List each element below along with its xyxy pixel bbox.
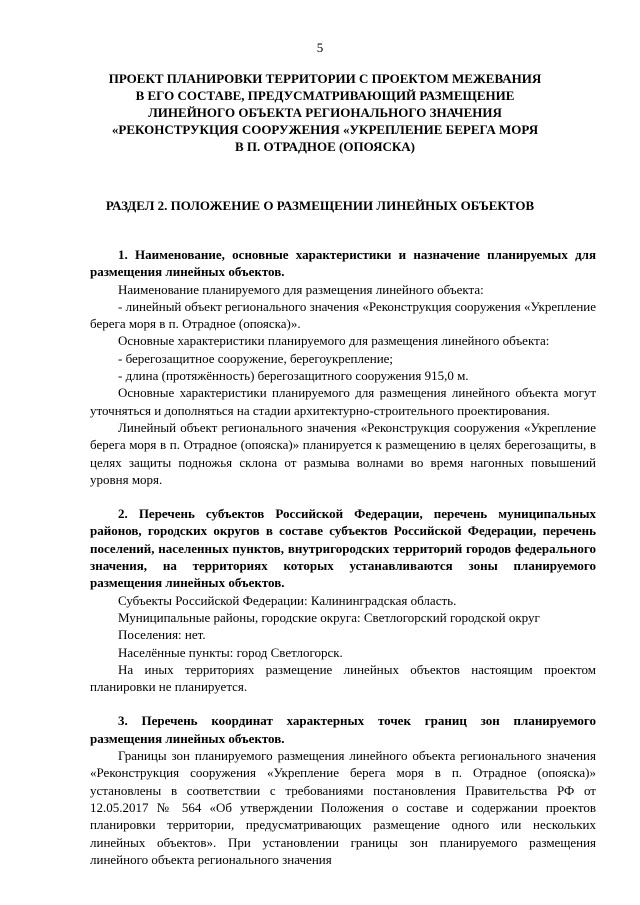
heading-s2: 2. Перечень субъектов Российской Федерации, перечень муниципальных районов, городских округов в составе субъектов Российской Федерации, перечень поселений, населенных пунктов, внутригородских территорий городов федерального значения, на территориях которых устанавливаются зоны планируемого размещения линейных объектов. xyxy=(90,506,596,591)
heading-s3: 3. Перечень координат характерных точек границ зон планируемого размещения линейных объектов. xyxy=(90,713,596,746)
paragraph: - длина (протяжённость) берегозащитного сооружения 915,0 м. xyxy=(118,368,469,384)
section-title: РАЗДЕЛ 2. ПОЛОЖЕНИЕ О РАЗМЕЩЕНИИ ЛИНЕЙНЫХ ОБЪЕКТОВ xyxy=(105,198,535,213)
paragraph: Наименование планируемого для размещения линейного объекта: xyxy=(118,281,484,297)
paragraph: - берегозащитное сооружение, берегоукрепление; xyxy=(118,350,394,366)
paragraph: Основные характеристики планируемого для размещения линейного объекта: xyxy=(118,333,550,349)
paragraph: На иных территориях размещение линейных объектов настоящим проектом планировки не планируется. xyxy=(90,661,596,695)
paragraph: - линейный объект регионального значения «Реконструкция сооружения «Укрепление берега моря в п. Отрадное (опояска)». xyxy=(90,298,596,332)
paragraph: Границы зон планируемого размещения линейного объекта регионального значения «Реконструкция сооружения «Укрепление берега моря в п. Отрадное (опояска)» установлены в соответствии с требованиями постановления Правительства РФ от 12.05.2017 № 564 «Об утверждении Положения о составе и содержании проектов планировки территории, предусматривающих размещение одного или нескольких линейных объектов». При установлении границы зон планируемого размещения линейного объекта регионального значения xyxy=(90,748,596,867)
document-body xyxy=(90,246,596,868)
paragraph: Поселения: нет. xyxy=(118,627,206,643)
paragraph: Субъекты Российской Федерации: Калининградская область. xyxy=(118,592,457,608)
page-number: 5 xyxy=(316,40,324,55)
paragraph: Линейный объект регионального значения «Реконструкция сооружения «Укрепление берега моря в п. Отрадное (опояска)» планируется к размещению в целях берегозащиты, в целях защиты подножья склона от размыва волнами во время нагонных повышений уровня моря. xyxy=(90,419,596,487)
paragraph: Населённые пункты: город Светлогорск. xyxy=(118,644,343,660)
title-line: В ЕГО СОСТАВЕ, ПРЕДУСМАТРИВАЮЩИЙ РАЗМЕЩЕНИЕ xyxy=(135,88,515,103)
paragraph: Муниципальные районы, городские округа: Светлогорский городской округ xyxy=(118,609,540,625)
title-line: В П. ОТРАДНОЕ (ОПОЯСКА) xyxy=(234,139,415,154)
title-line: «РЕКОНСТРУКЦИЯ СООРУЖЕНИЯ «УКРЕПЛЕНИЕ БЕРЕГА МОРЯ xyxy=(111,122,539,137)
heading-s1: 1. Наименование, основные характеристики и назначение планируемых для размещения линейных объектов. xyxy=(90,247,596,280)
title-line: ПРОЕКТ ПЛАНИРОВКИ ТЕРРИТОРИИ С ПРОЕКТОМ МЕЖЕВАНИЯ xyxy=(108,71,542,86)
title-line: ЛИНЕЙНОГО ОБЪЕКТА РЕГИОНАЛЬНОГО ЗНАЧЕНИЯ xyxy=(148,105,502,120)
document-title xyxy=(60,70,590,155)
paragraph: Основные характеристики планируемого для размещения линейного объекта могут уточняться и дополняться на стадии архитектурно-строительного проектирования. xyxy=(90,385,596,418)
